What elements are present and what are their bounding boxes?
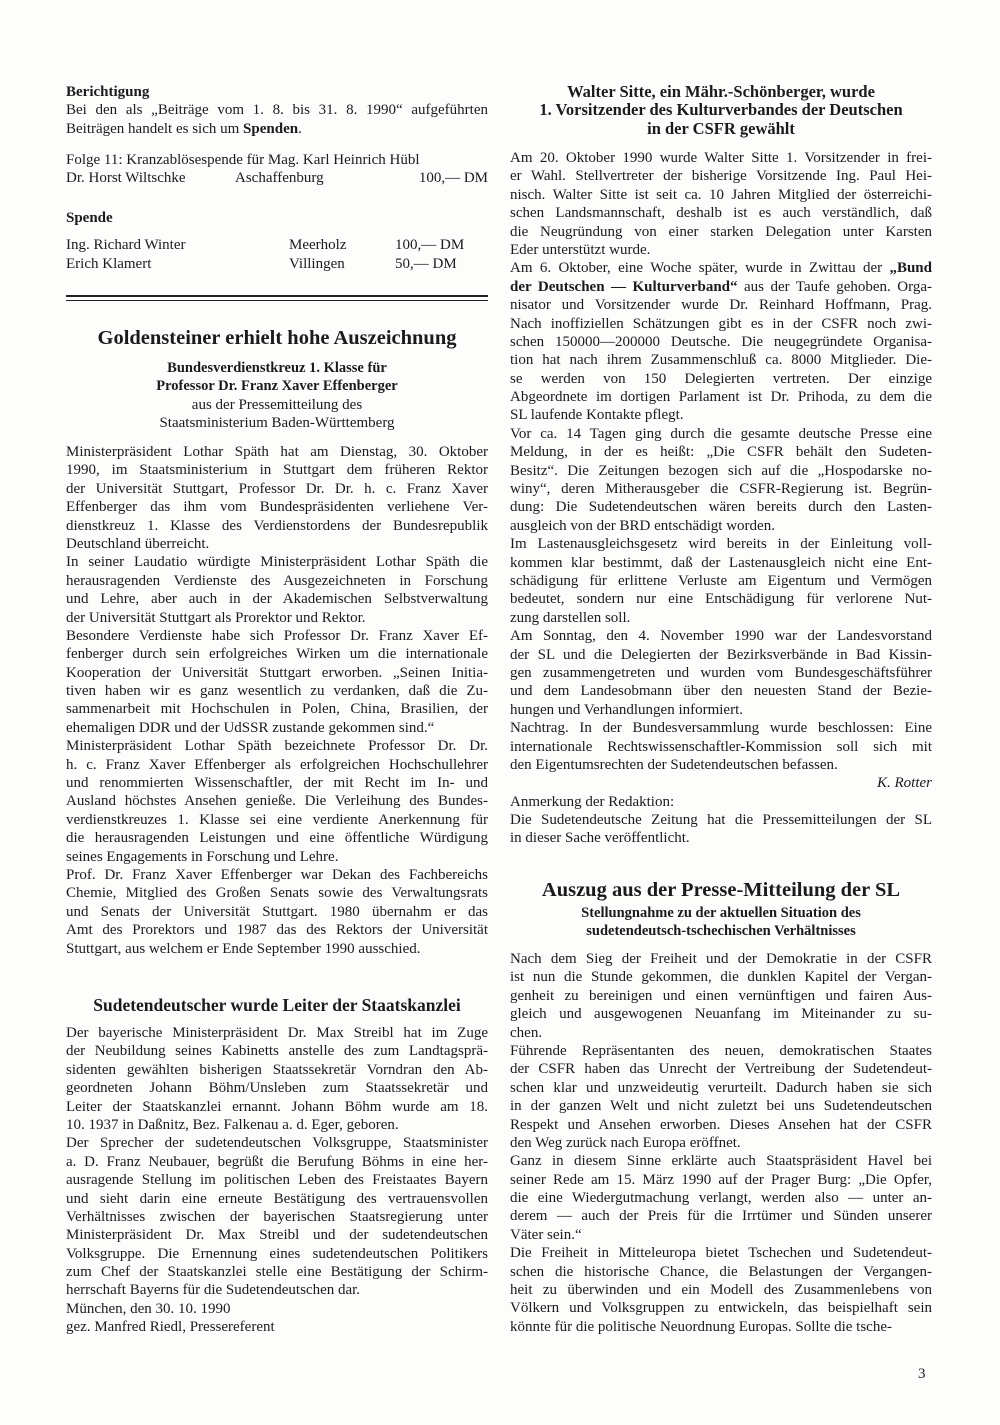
paragraph (510, 425, 932, 535)
paragraph (66, 443, 488, 553)
berichtigung-section (66, 83, 488, 138)
text-line: Die Freiheit in Mitteleuropa bietet Tschechen und Sudetendeut- (510, 1245, 932, 1262)
text-line: Der bayerische Ministerpräsident Dr. Max Streibl hat im Zuge (66, 1025, 488, 1041)
text-line: internationale Rechtswissenschaftler-Kommission soll sich mit (510, 738, 932, 755)
paragraph (66, 737, 488, 866)
text-line: seiner Rede am 15. März 1990 auf der Prager Burg: „Die Opfer, (510, 1171, 932, 1188)
staatskanzlei-body (66, 1024, 488, 1337)
text-line: se werden von 150 Delegierten vertreten. Der einzige (510, 370, 932, 387)
text-line: sidenten gewählten bisherigen Staatssekretär Vorndran den Ab- (66, 1061, 488, 1078)
text-line: hungen und Verhandlungen informiert. (510, 701, 744, 718)
auszug-body (510, 950, 932, 1336)
text-line: schädigung für erlittene Verluste am Eigentum und Vermögen (510, 572, 932, 589)
text-line: seines Engagements in Forschung und Lehre. (66, 848, 339, 865)
text-line: und Senats der Universität Stuttgart. 1980 übernahm er das (66, 903, 488, 920)
text-line: Ganz in diesem Sinne erklärte auch Staatspräsident Havel bei (510, 1153, 932, 1170)
paragraph (66, 1134, 488, 1300)
text-line: und renommierten Wissenschaftler, der mit Recht im In- und (66, 775, 488, 792)
text-line: Prof. Dr. Franz Xaver Effenberger war Dekan des Fachbereichs (66, 866, 488, 883)
paragraph (510, 950, 932, 1042)
subheadline-line: Professor Dr. Franz Xaver Effenberger (156, 378, 398, 395)
text-line: ausragende Stellung im politischen Leben des Freistaates Bayern (66, 1172, 488, 1189)
text-line: Effenberger das ihm vom Bundespräsidenten verliehene Ver- (66, 499, 488, 516)
subheadline-line: Bundesverdienstkreuz 1. Klasse für (167, 360, 387, 376)
text-line: Beiträgen handelt es sich um Spenden. (66, 120, 302, 137)
bold-text: der Deutschen — Kulturverband“ (510, 278, 738, 295)
text-line: Eder unterstützt wurde. (510, 241, 651, 258)
text-line: in der ganzen Welt und nicht zuletzt bei uns Sudetendeutschen (510, 1098, 932, 1115)
text-line: Am 6. Oktober, eine Woche später, wurde in Zwittau der „Bund (510, 260, 932, 277)
text-line: Ministerpräsident Lothar Späth hat am Dienstag, 30. Oktober (66, 444, 488, 460)
text-line: Ministerpräsident Lothar Späth bezeichnete Professor Dr. Dr. (66, 738, 488, 755)
text-line: Chemie, Mitglied des Großen Senats sowie des Verwaltungsrats (66, 885, 488, 902)
paragraph (66, 866, 488, 958)
text-line: derem — auch der Preis für die Irrtümer und Sünden unserer (510, 1208, 932, 1225)
donor-city: Meerholz (289, 237, 347, 254)
text-line: schen 150000—200000 Deutsche. Die neugegründete Organisa- (510, 333, 932, 350)
donor-name: Ing. Richard Winter (66, 237, 186, 254)
text-line: Besondere Verdienste habe sich Professor Dr. Franz Xaver Ef- (66, 627, 488, 644)
paragraph (510, 1152, 932, 1244)
text-line: 10. 1937 in Daßnitz, Bez. Falkenau a. d. Eger, geboren. (66, 1116, 399, 1133)
text-line: zung darstellen soll. (510, 609, 631, 626)
text-line: Abgeordnete im dortigen Parlament ist Dr. Prihoda, zu dem die (510, 389, 932, 406)
staatskanzlei-headline: Sudetendeutscher wurde Leiter der Staatskanzlei (93, 995, 461, 1015)
paragraph (510, 811, 932, 848)
paragraph (510, 627, 932, 719)
text-line: der SL und die Delegierten der Bezirksverbände in Bad Kissin- (510, 646, 932, 663)
text-line: Verhältnisses zwischen der bayerischen Staatsregierung unter (66, 1208, 488, 1225)
subheadline-line: sudetendeutsch-tschechischen Verhältnisses (586, 923, 856, 940)
donation-row (66, 236, 488, 254)
donor-name: Erich Klamert (66, 255, 152, 272)
paragraph (510, 259, 932, 425)
sitte-headline (510, 83, 932, 138)
text-line: die herausragenden Leistungen und eine öffentliche Würdigung (66, 830, 488, 847)
headline-line: Walter Sitte, ein Mähr.-Schönberger, wurde (567, 82, 875, 101)
text-line: und dem Landesobmann über den neuesten Stand der Bezie- (510, 683, 932, 700)
text-line: ehemaligen DDR und der UdSSR zustande gekommen sind.“ (66, 719, 435, 736)
paragraph (66, 101, 488, 138)
text-line: den Weg zurück nach Europa eröffnet. (510, 1134, 741, 1151)
text-line: gen zusammengetreten und wurden vom Bundesgeschäftsführer (510, 664, 932, 681)
donation-amount: 100,— DM (395, 237, 465, 254)
text-line: nisch. Walter Sitte ist seit ca. 10 Jahren Mitglied der österreichi- (510, 186, 932, 203)
text-line: und sieht darin eine erneute Bestätigung des vertrauensvollen (66, 1190, 488, 1207)
text-line: dung: Die Sudetendeutschen wären bereits durch den Lasten- (510, 499, 932, 516)
section-divider (66, 295, 488, 297)
text-line: die eine Wiedergutmachung verlangt, werden also — unter an- (510, 1190, 932, 1207)
author-signature: K. Rotter (877, 775, 932, 792)
goldensteiner-subheadline (66, 359, 488, 433)
text-line: In seiner Laudatio würdigte Ministerpräsident Lothar Späth die (66, 554, 488, 571)
text-line: 1990, im Staatsministerium in Stuttgart dem früheren Rektor (66, 462, 488, 479)
text-line: Die Sudetendeutsche Zeitung hat die Pressemitteilungen der SL (510, 812, 932, 829)
text-line: bedeutet, sondern nur eine Entschädigung für verlorene Nut- (510, 591, 932, 608)
text-line: zum Chef der Staatskanzlei stelle eine Bestätigung der Schirm- (66, 1264, 488, 1281)
text-line: sammenarbeit mit Hochschulen in Polen, China, Brasilien, der (66, 701, 488, 718)
text-line: schen die historische Chance, die Belastungen der Vergangen- (510, 1263, 932, 1280)
text-line: könnte für die politische Neuordnung Europas. Sollte die tsche- (510, 1318, 892, 1335)
text-line: schen Landsmannschaft, deshalb ist es auch verständlich, daß (510, 205, 932, 222)
text-line: der Universität Stuttgart, Professor Dr. Dr. h. c. Franz Xaver (66, 480, 488, 497)
text-line: tiven haben wir es ganz wesentlich zu verdanken, daß die Zu- (66, 683, 488, 700)
paragraph (66, 1318, 488, 1336)
text-line: gez. Manfred Riedl, Pressereferent (66, 1319, 275, 1336)
paragraph (510, 719, 932, 774)
paragraph (510, 149, 932, 259)
text-line: nisator und Vorsitzender wurde Dr. Reinhard Hoffmann, Prag. (510, 297, 932, 314)
text-line: Der Sprecher der sudetendeutschen Volksgruppe, Staatsminister (66, 1135, 488, 1152)
headline-line: 1. Vorsitzender des Kulturverbandes der Deutschen (539, 100, 903, 120)
text-line: Stuttgart, aus welchem er Ende September 1990 ausschied. (66, 940, 421, 957)
text-line: Nachtrag. In der Bundesversammlung wurde beschlossen: Eine (510, 720, 932, 737)
sitte-article (510, 149, 932, 848)
text-line: Anmerkung der Redaktion: (510, 793, 675, 810)
text-line: er Wahl. Stellvertreter der bisherige Vorsitzende Ing. Paul Hei- (510, 168, 932, 185)
text-line: verdienstkreuzes 1. Klasse sei eine verdiente Anerkennung für (66, 811, 488, 828)
text-line: der Universität Stuttgart als Prorektor und Rektor. (66, 609, 366, 626)
paragraph (510, 793, 932, 811)
auszug-subheadline (510, 904, 932, 941)
paragraph (66, 1024, 488, 1134)
text-line: herausragenden Verdienste des Ausgezeichneten in Forschung (66, 572, 488, 589)
text-line: Deutschland überreicht. (66, 535, 210, 552)
berichtigung-title: Berichtigung (66, 84, 150, 100)
text-line: tion hat nach ihrem Zusammenschluß ca. 8000 Mitglieder. Die- (510, 352, 932, 369)
donation-row (66, 169, 488, 187)
text-line: Respekt und Ansehen erworben. Dieses Ansehen hat der CSFR (510, 1116, 932, 1133)
text-line: Im Lastenausgleichsgesetz wird bereits in der Einleitung voll- (510, 536, 932, 553)
text-line: gleich und ausgewogenen Neuanfang im Miteinander zu su- (510, 1006, 932, 1023)
text-line: Meldung, in der es heißt: „Die CSFR behält den Sudeten- (510, 444, 932, 461)
text-line: kommen klar bestimmt, daß der Lastenausgleich nicht eine Ent- (510, 554, 932, 571)
text-line: und Lehre, aber auch in der Akademischen Selbstverwaltung (66, 591, 488, 608)
text-line: chen. (510, 1024, 543, 1041)
text-line: ist nun die Stunde gekommen, die dunklen Kapitel der Vergan- (510, 969, 932, 986)
text-line: in dieser Sache veröffentlicht. (510, 830, 690, 847)
text-line: Führende Repräsentanten des neuen, demokratischen Staates (510, 1042, 932, 1059)
text-line: Am 20. Oktober 1990 wurde Walter Sitte 1. Vorsitzender in frei- (510, 150, 932, 166)
donor-name: Dr. Horst Wiltschke (66, 170, 186, 187)
donation-amount: 50,— DM (395, 255, 457, 272)
text-line: Kooperation der Universität Stuttgart erworben. „Seinen Initia- (66, 664, 488, 681)
text-line: der Neubildung seines Kabinetts anstelle des zum Landtagsprä- (66, 1043, 488, 1060)
text-line: den Eigentumsrechten der Sudetendeutschen befassen. (510, 756, 838, 773)
text-line: Ministerpräsident Dr. Max Streibl und der sudetendeutschen (66, 1227, 488, 1244)
bold-text: „Bund (889, 260, 932, 277)
text-line: Nach dem Sieg der Freiheit und der Demokratie in der CSFR (510, 951, 932, 967)
text-line: Vor ca. 14 Tagen ging durch die gesamte deutsche Presse eine (510, 425, 932, 442)
headline-line: in der CSFR gewählt (647, 118, 795, 138)
text-line: fenberger durch sein erfolgreiches Wirken um die internationale (66, 646, 488, 663)
folge-line: Folge 11: Kranzablösespende für Mag. Karl Heinrich Hübl (66, 152, 420, 168)
paragraph (510, 535, 932, 627)
text-line: Amt des Prorektors und 1987 das des Rektors der Universität (66, 922, 488, 939)
donation-amount: 100,— DM (418, 170, 488, 187)
paragraph (510, 1244, 932, 1336)
text-line: Nach inoffiziellen Schätzungen gibt es in der CSFR noch zwi- (510, 315, 932, 332)
text-line: genheit zu bereinigen und einen vernünftigen und fairen Aus- (510, 987, 932, 1004)
paragraph (66, 1300, 488, 1318)
text-line: dienstkreuz 1. Klasse des Verdienstordens der Bundesrepublik (66, 517, 488, 534)
donor-city: Villingen (289, 255, 345, 272)
text-line: heit zu überwinden und ein Modell des Zusammenlebens von (510, 1282, 932, 1299)
text-line: der Deutschen — Kulturverband“ aus der Taufe gehoben. Orga- (510, 278, 932, 295)
donation-row (66, 255, 488, 273)
text-line: die Neugründung von einer starken Delegation unter Karsten (510, 223, 932, 240)
text-line: München, den 30. 10. 1990 (66, 1300, 231, 1317)
text-line: Besitz“. Die Zeitungen bezogen sich auf die „Hospodarske no- (510, 462, 932, 479)
text-line: Leiter der Staatskanzlei ernannt. Johann Böhm wurde am 18. (66, 1098, 488, 1115)
bold-text: Spenden (243, 120, 299, 137)
goldensteiner-headline: Goldensteiner erhielt hohe Auszeichnung (97, 327, 457, 349)
text-line: schen klar und unzweideutig verurteilt. Dadurch haben sie sich (510, 1079, 932, 1096)
berichtigung-body (66, 101, 488, 138)
source-line: Staatsministerium Baden-Württemberg (159, 415, 395, 432)
section-divider (66, 300, 488, 301)
text-line: ausgleich von der BRD entschädigt worden. (510, 517, 775, 534)
text-line: der CSFR haben das Unrecht der Vertreibung der Sudetendeut- (510, 1061, 932, 1078)
text-line: h. c. Franz Xaver Effenberger als erfolgreichen Hochschullehrer (66, 756, 488, 773)
text-line: winy“, deren Mitherausgeber die CSFR-Regierung ist. Begrün- (510, 481, 932, 498)
folge-section (66, 151, 488, 188)
auszug-headline: Auszug aus der Presse-Mitteilung der SL (541, 879, 901, 901)
goldensteiner-body (66, 443, 488, 958)
text-line: Völkern und Volksgruppen zu entwickeln, das beispielhaft sein (510, 1300, 932, 1317)
spende-section (66, 209, 488, 273)
paragraph (66, 553, 488, 627)
page-number: 3 (918, 1366, 926, 1382)
subheadline-line: Stellungnahme zu der aktuellen Situation des (581, 905, 861, 921)
text-line: Ausland höchstes Ansehen genieße. Die Verleihung des Bundes- (66, 793, 488, 810)
text-line: a. D. Franz Neubauer, begrüßt die Berufung Böhms in eine her- (66, 1153, 488, 1170)
text-line: geordneten Johann Böhm/Unsleben zum Staatssekretär und (66, 1080, 488, 1097)
text-line: Volksgruppe. Die Ernennung eines sudetendeutschen Politikers (66, 1245, 488, 1262)
editor-note (510, 793, 932, 848)
text-line: herrschaft Bayerns für die Sudetendeutschen dar. (66, 1282, 361, 1299)
paragraph (66, 627, 488, 737)
text-line: Väter sein.“ (510, 1226, 582, 1243)
spende-title: Spende (66, 210, 113, 226)
text-line: Am Sonntag, den 4. November 1990 war der Landesvorstand (510, 628, 932, 645)
paragraph (510, 1042, 932, 1152)
text-line: SL laufende Kontakte pflegt. (510, 407, 684, 424)
sitte-body (510, 149, 932, 774)
donor-city: Aschaffenburg (235, 170, 324, 187)
source-line: aus der Pressemitteilung des (191, 396, 363, 413)
text-line: Bei den als „Beiträge vom 1. 8. bis 31. 8. 1990“ aufgeführten (66, 102, 488, 119)
